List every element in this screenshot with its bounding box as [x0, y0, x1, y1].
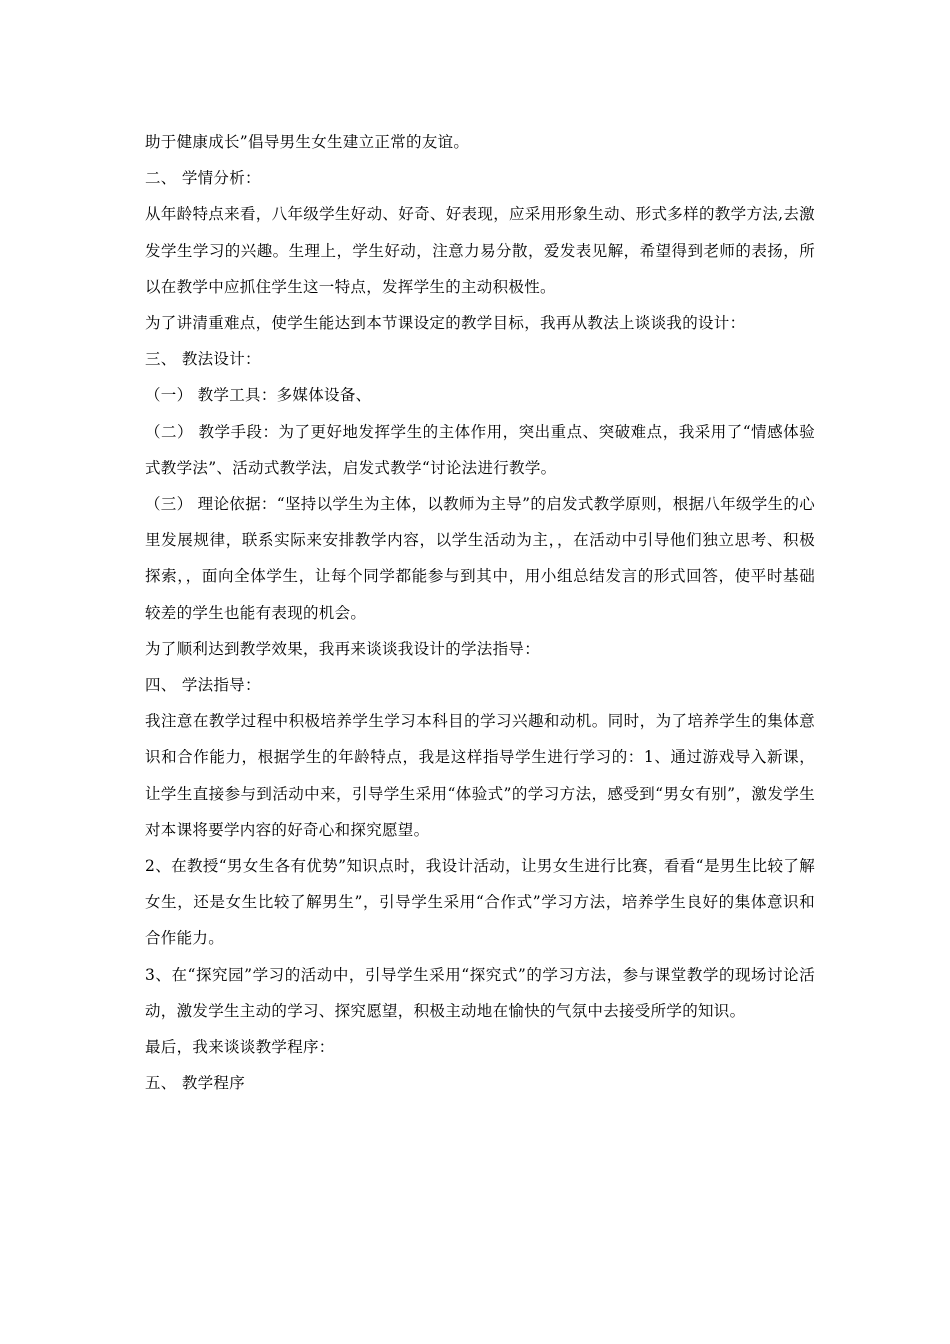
paragraph-learning-analysis: 从年龄特点来看，八年级学生好动、好奇、好表现，应采用形象生动、形式多样的教学方法,去激发学生学习的兴趣。生理上，学生好动，注意力易分散，爱发表见解，希望得到老师的表扬，所以在教学中应抓住学生这一特点，发挥学生的主动积极性。	[145, 205, 815, 296]
section-heading-learning-guidance: 四、 学法指导：	[145, 676, 261, 695]
paragraph-learning-guidance-2: 2、在教授“男女生各有优势”知识点时，我设计活动，让男女生进行比赛，看看“是男生比较了解女生，还是女生比较了解男生”，引导学生采用“合作式”学习方法，培养学生良好的集体意识和合作能力。	[145, 857, 815, 948]
paragraph-teaching-tools: （一） 教学工具：多媒体设备、	[145, 386, 372, 405]
paragraph-continuation: 助于健康成长”倡导男生女生建立正常的友谊。	[145, 133, 470, 151]
paragraph-learning-guidance-3: 3、在“探究园”学习的活动中，引导学生采用“探究式”的学习方法，参与课堂教学的现场讨论活动，激发学生主动的学习、探究愿望，积极主动地在愉快的气氛中去接受所学的知识。	[145, 965, 815, 1020]
section-heading-teaching-procedure: 五、 教学程序	[145, 1074, 246, 1093]
paragraph-teaching-means: （二） 教学手段：为了更好地发挥学生的主体作用，突出重点、突破难点，我采用了“情感体验式教学法”、活动式教学法，启发式教学“讨论法进行教学。	[145, 422, 815, 477]
paragraph-theoretical-basis: （三） 理论依据：“坚持以学生为主体，以教师为主导”的启发式教学原则，根据八年级学生的心里发展规律，联系实际来安排教学内容，以学生活动为主，，在活动中引导他们独立思考、积极探索，，面向全体学生，让每个同学都能参与到其中，用小组总结发言的形式回答，使平时基础较差的学生也能有表现的机会。	[145, 495, 815, 622]
paragraph-transition-teaching-method: 为了讲清重难点，使学生能达到本节课设定的教学目标，我再从教法上谈谈我的设计：	[145, 314, 746, 333]
paragraph-learning-guidance-1: 我注意在教学过程中积极培养学生学习本科目的学习兴趣和动机。同时，为了培养学生的集体意识和合作能力，根据学生的年龄特点，我是这样指导学生进行学习的：1、通过游戏导入新课，让学生直接参与到活动中来，引导学生采用“体验式”的学习方法，感受到“男女有别”，激发学生对本课将要学内容的好奇心和探究愿望。	[145, 712, 815, 839]
paragraph-transition-procedure: 最后，我来谈谈教学程序：	[145, 1038, 335, 1057]
paragraph-transition-learning-guidance: 为了顺利达到教学效果，我再来谈谈我设计的学法指导：	[145, 639, 541, 658]
document-body	[145, 124, 815, 1101]
section-heading-learning-analysis: 二、 学情分析：	[145, 169, 261, 188]
section-heading-teaching-method: 三、 教法设计：	[145, 350, 261, 369]
